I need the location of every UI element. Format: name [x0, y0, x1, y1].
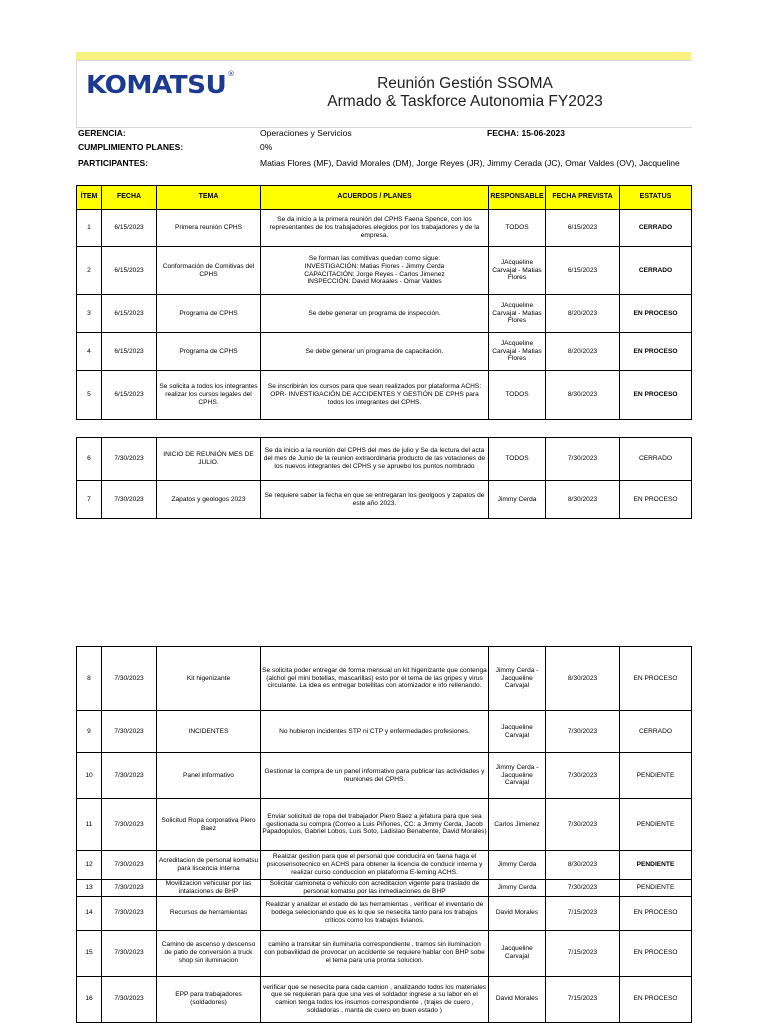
table-row [77, 711, 692, 753]
cell-item: 1 [77, 210, 102, 247]
cell-responsable: JAcqueline Carvajal - Matias Flores [489, 295, 546, 333]
document-title: Reunión Gestión SSOMA [377, 75, 553, 92]
cell-acuerdos: Gestionar la compra de un panel informativo para publicar las actividades y reuniones del CPHS. [261, 753, 489, 799]
cell-acuerdos: Se solicita poder entregar de forma mensual un kit higenizante que contenga (alchol gel mini botellas, mascarillas) esto por el tema de las gripes y virus circulante. La idea es entregar botellitas con atomizador e irlo rellenando. [261, 647, 489, 711]
cell-fecha: 6/15/2023 [102, 295, 157, 333]
participantes-value: Matias Flores (MF), David Morales (DM), Jorge Reyes (JR), Jimmy Cerada (JC), Omar Valdes (OV), Jacqueline [260, 158, 680, 168]
cell-responsable: TODOS [489, 371, 546, 420]
cell-fecha: 7/30/2023 [102, 711, 157, 753]
cell-estatus: CERRADO [620, 438, 692, 481]
cell-fecha: 7/30/2023 [102, 930, 157, 976]
cell-item: 7 [77, 481, 102, 519]
cell-tema: Acreditacion de personal komatsu para liscencia interna [157, 851, 261, 880]
cumplimiento-value: 0% [260, 142, 273, 152]
cell-tema: Kit higenizante [157, 647, 261, 711]
cell-responsable: JAcqueline Carvajal - Matias Flores [489, 247, 546, 295]
cell-estatus: EN PROCESO [620, 481, 692, 519]
participantes-label: PARTICIPANTES: [78, 158, 149, 168]
cell-item: 2 [77, 247, 102, 295]
cell-acuerdos: Se debe generar un programa de inspección. [261, 295, 489, 333]
cell-estatus: PENDIENTE [620, 799, 692, 851]
cell-tema: Programa de CPHS [157, 333, 261, 371]
logo-text: KOMATSU [86, 70, 227, 99]
cell-estatus: EN PROCESO [620, 976, 692, 1022]
cell-fecha-prevista: 8/20/2023 [546, 295, 620, 333]
cell-acuerdos: Se da inicio a la reunión del CPHS del mes de julio y Se da lectura del acta del mes de Junio de la reunion extraordinaria producto de las votaciones de los nuevos integrantes del CPHS y se apruebo los puntos nombrado [261, 438, 489, 481]
cell-fecha-prevista: 7/30/2023 [546, 880, 620, 897]
cell-item: 12 [77, 851, 102, 880]
cell-fecha-prevista: 6/15/2023 [546, 210, 620, 247]
cell-estatus: CERRADO [620, 711, 692, 753]
cell-item: 15 [77, 930, 102, 976]
cell-fecha: 7/30/2023 [102, 896, 157, 930]
cell-responsable: David Morales [489, 896, 546, 930]
cell-item: 4 [77, 333, 102, 371]
cell-acuerdos: Realizar gestion para que el personal que conducira en faena haga el psicosensotecnico en ACHS para obtener la licencia de conducir interna y realizar curso conduccion en plataforma E-lerning ACHS. [261, 851, 489, 880]
col-acuerdos: ACUERDOS / PLANES [261, 186, 489, 210]
cell-responsable: Jimmy Cerda [489, 880, 546, 897]
cell-tema: Primera reunión CPHS [157, 210, 261, 247]
cell-responsable: TODOS [489, 438, 546, 481]
table-row [77, 880, 692, 897]
table-row [77, 976, 692, 1022]
fecha-label: FECHA: 15-06-2023 [487, 128, 565, 138]
table-row [77, 371, 692, 420]
cell-tema: Recursos de herramientas [157, 896, 261, 930]
cell-estatus: CERRADO [620, 247, 692, 295]
cell-acuerdos: Se forman las comitivas quedan como sigue: INVESTIGACIÓN: Matias Flores - Jimmy Cerda CAPACITACIÓN: Jorge Reyes - Carlos Jimenez INSPECCIÓN: David Moraales - Omar Valdes [261, 247, 489, 295]
gerencia-label: GERENCIA: [78, 128, 126, 138]
col-fecha: FECHA [102, 186, 157, 210]
col-item: ÍTEM [77, 186, 102, 210]
cell-fecha: 7/30/2023 [102, 753, 157, 799]
cell-fecha-prevista: 7/30/2023 [546, 753, 620, 799]
cell-item: 16 [77, 976, 102, 1022]
col-estatus: ESTATUS [620, 186, 692, 210]
cell-fecha: 7/30/2023 [102, 647, 157, 711]
cell-fecha: 7/30/2023 [102, 851, 157, 880]
cell-item: 3 [77, 295, 102, 333]
cell-responsable: Jimmy Cerda [489, 481, 546, 519]
cell-fecha-prevista: 7/30/2023 [546, 711, 620, 753]
cell-fecha: 7/30/2023 [102, 880, 157, 897]
cell-estatus: EN PROCESO [620, 295, 692, 333]
table-row [77, 210, 692, 247]
cell-fecha: 7/30/2023 [102, 976, 157, 1022]
cell-tema: Se solicita a todos los integrantes realizar los cursos legales del CPHS. [157, 371, 261, 420]
cell-estatus: EN PROCESO [620, 333, 692, 371]
cell-fecha: 6/15/2023 [102, 247, 157, 295]
cell-acuerdos: No hubieron incidentes STP ni CTP y enfermedades profesiones. [261, 711, 489, 753]
gerencia-value: Operaciones y Servicios [260, 128, 352, 138]
cell-fecha-prevista: 8/30/2023 [546, 851, 620, 880]
cell-responsable: Jimmy Cerda - Jacqueline Carvajal [489, 647, 546, 711]
table-row [77, 295, 692, 333]
table-row [77, 481, 692, 519]
table-row [77, 647, 692, 711]
cell-fecha-prevista: 7/15/2023 [546, 930, 620, 976]
cell-estatus: PENDIENTE [620, 753, 692, 799]
cell-estatus: EN PROCESO [620, 896, 692, 930]
cell-estatus: PENDIENTE [620, 851, 692, 880]
cell-tema: INICIO DE REUNIÓN MES DE JULIO. [157, 438, 261, 481]
cell-estatus: EN PROCESO [620, 930, 692, 976]
header-accent-bar [76, 52, 691, 60]
actions-table-a [76, 185, 692, 420]
cell-tema: Movilizacion vehicular por las intalaciones de BHP [157, 880, 261, 897]
cell-tema: Camino de ascenso y descenso de patio de conversión a truck shop sin iluminacion [157, 930, 261, 976]
cell-estatus: PENDIENTE [620, 880, 692, 897]
cell-item: 8 [77, 647, 102, 711]
cell-item: 13 [77, 880, 102, 897]
table-row [77, 438, 692, 481]
cell-acuerdos: Se requiere saber la fecha en que se entregaran los geolgoos y zapatos de este año 2023. [261, 481, 489, 519]
cell-fecha: 7/30/2023 [102, 438, 157, 481]
cell-fecha-prevista: 7/30/2023 [546, 438, 620, 481]
cell-item: 14 [77, 896, 102, 930]
table-header-row [77, 186, 692, 210]
cell-item: 11 [77, 799, 102, 851]
cell-fecha-prevista: 8/30/2023 [546, 647, 620, 711]
actions-table-b [76, 437, 692, 519]
cell-responsable: JAcqueline Carvajal - Matias Flores [489, 333, 546, 371]
cumplimiento-label: CUMPLIMIENTO PLANES: [78, 142, 184, 152]
cell-fecha: 7/30/2023 [102, 481, 157, 519]
cell-fecha-prevista: 8/30/2023 [546, 481, 620, 519]
table-row [77, 753, 692, 799]
cell-tema: Solicitud Ropa corporativa Piero Baez [157, 799, 261, 851]
col-fecha-prevista: FECHA PREVISTA [546, 186, 620, 210]
cell-responsable: Jacqueline Carvajal [489, 711, 546, 753]
cell-fecha-prevista: 8/30/2023 [546, 371, 620, 420]
cell-acuerdos: Enviar solicitud de ropa del trabajador Piero Baez a jefatura para que sea gestionada su compra (Correo a Luis Piñones, CC: a Jimmy Cerda, Jacob Papadopulos, Gabriel Lobos, Luis Soto, Ladislao Benabente, David Morales) [261, 799, 489, 851]
cell-fecha-prevista: 7/15/2023 [546, 976, 620, 1022]
cell-fecha-prevista: 7/30/2023 [546, 799, 620, 851]
table-row [77, 247, 692, 295]
cell-item: 9 [77, 711, 102, 753]
cell-item: 5 [77, 371, 102, 420]
cell-item: 10 [77, 753, 102, 799]
cell-acuerdos: Realizar y analizar el estado de las herramientas , verificar el inventario de bodega selecionando que es lo que se nesecita tanto para los trabajos criticos como los trabajos livianos. [261, 896, 489, 930]
cell-fecha-prevista: 7/15/2023 [546, 896, 620, 930]
cell-acuerdos: Se debe generar un programa de capacitación. [261, 333, 489, 371]
cell-fecha: 6/15/2023 [102, 210, 157, 247]
document-subtitle: Armado & Taskforce Autonomia FY2023 [327, 93, 603, 110]
cell-acuerdos: camino a transitar sin iluminaria correspondiente , tramos sin iluminacion con pobavilidad de provocar un accidente se requiere hablar con BHP sobe el tema para una pronta solucion. [261, 930, 489, 976]
cell-tema: EPP para trabajadores (soldadores) [157, 976, 261, 1022]
table-row [77, 930, 692, 976]
cell-fecha: 7/30/2023 [102, 799, 157, 851]
cell-fecha: 6/15/2023 [102, 371, 157, 420]
cell-tema: Zapatos y geologos 2023 [157, 481, 261, 519]
cell-estatus: EN PROCESO [620, 647, 692, 711]
cell-fecha-prevista: 6/15/2023 [546, 247, 620, 295]
cell-responsable: David Morales [489, 976, 546, 1022]
logo-mark: ® [227, 70, 235, 78]
cell-estatus: EN PROCESO [620, 371, 692, 420]
komatsu-logo [86, 70, 234, 99]
cell-responsable: Jacqueline Carvajal [489, 930, 546, 976]
cell-tema: INCIDENTES [157, 711, 261, 753]
table-row [77, 851, 692, 880]
cell-item: 6 [77, 438, 102, 481]
table-row [77, 896, 692, 930]
col-tema: TEMA [157, 186, 261, 210]
cell-responsable: Jimmy Cerda [489, 851, 546, 880]
cell-tema: Conformación de Comitivas del CPHS [157, 247, 261, 295]
cell-tema: Panel informativo [157, 753, 261, 799]
cell-acuerdos: Se da inicio a la primera reunión del CPHS Faena Spence, con los representantes de los trabajadores elegidos por los trabajadores y de la empresa. [261, 210, 489, 247]
cell-tema: Programa de CPHS [157, 295, 261, 333]
table-row [77, 799, 692, 851]
cell-fecha: 6/15/2023 [102, 333, 157, 371]
cell-responsable: Carlos Jimenez [489, 799, 546, 851]
table-row [77, 333, 692, 371]
cell-responsable: TODOS [489, 210, 546, 247]
cell-acuerdos: Se inscribirán los cursos para que sean realizados por plataforma ACHS: OPR- INVESTIGACIÓN DE ACCIDENTES Y GESTIÓN DE CPHS para todos los integrantes del CPHS. [261, 371, 489, 420]
cell-fecha-prevista: 8/20/2023 [546, 333, 620, 371]
cell-estatus: CERRADO [620, 210, 692, 247]
cell-acuerdos: verificar que se nesecita para cada camion , analizando todos los materiales que se requieran para que una ves el soldador ingrese a su labor en el camion tenga todos los insumos correspondiente , (trajes de cuero , soldadoras , manta de cuero en buen estado ) [261, 976, 489, 1022]
actions-table-c [76, 646, 692, 1023]
cell-responsable: Jimmy Cerda - Jacqueline Carvajal [489, 753, 546, 799]
cell-acuerdos: Solicitar camioneta o vehiculo con acreditacion vigente para traslado de personal komatsu por las inmediaciones de BHP [261, 880, 489, 897]
col-responsable: RESPONSABLE [489, 186, 546, 210]
